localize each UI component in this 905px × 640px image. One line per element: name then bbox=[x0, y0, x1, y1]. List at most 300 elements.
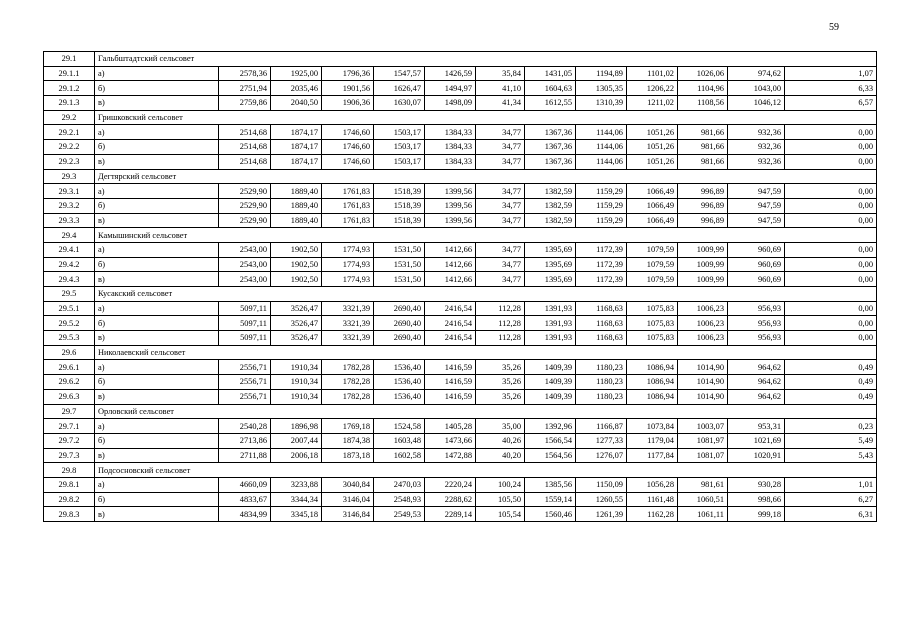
value-cell: 0,00 bbox=[785, 331, 877, 346]
value-cell: 3345,18 bbox=[271, 507, 322, 522]
value-cell: 1626,47 bbox=[374, 81, 425, 96]
row-code: 29.8.3 bbox=[44, 507, 95, 522]
value-cell: 2220,24 bbox=[425, 477, 476, 492]
row-code: 29.8.2 bbox=[44, 492, 95, 507]
value-cell: 100,24 bbox=[476, 477, 525, 492]
value-cell: 2543,00 bbox=[219, 242, 271, 257]
value-cell: 6,31 bbox=[785, 507, 877, 522]
value-cell: 1367,36 bbox=[525, 140, 576, 155]
value-cell: 1108,56 bbox=[678, 96, 728, 111]
value-cell: 0,00 bbox=[785, 257, 877, 272]
value-cell: 1276,07 bbox=[576, 448, 627, 463]
value-cell: 1172,39 bbox=[576, 272, 627, 287]
value-cell: 2007,44 bbox=[271, 433, 322, 448]
value-cell: 1399,56 bbox=[425, 213, 476, 228]
value-cell: 1159,29 bbox=[576, 184, 627, 199]
value-cell: 1168,63 bbox=[576, 316, 627, 331]
value-cell: 1564,56 bbox=[525, 448, 576, 463]
section-code: 29.5 bbox=[44, 287, 95, 302]
value-cell: 947,59 bbox=[728, 213, 785, 228]
value-cell: 1560,46 bbox=[525, 507, 576, 522]
value-cell: 1547,57 bbox=[374, 66, 425, 81]
row-code: 29.2.3 bbox=[44, 154, 95, 169]
row-code: 29.3.3 bbox=[44, 213, 95, 228]
value-cell: 105,54 bbox=[476, 507, 525, 522]
row-option: а) bbox=[95, 125, 219, 140]
value-cell: 41,10 bbox=[476, 81, 525, 96]
value-cell: 964,62 bbox=[728, 360, 785, 375]
value-cell: 2690,40 bbox=[374, 316, 425, 331]
value-cell: 2416,54 bbox=[425, 331, 476, 346]
value-cell: 1774,93 bbox=[322, 272, 374, 287]
value-cell: 1061,11 bbox=[678, 507, 728, 522]
value-cell: 2035,46 bbox=[271, 81, 322, 96]
value-cell: 3321,39 bbox=[322, 331, 374, 346]
row-code: 29.6.1 bbox=[44, 360, 95, 375]
table-row bbox=[44, 81, 877, 96]
value-cell: 6,57 bbox=[785, 96, 877, 111]
value-cell: 1026,06 bbox=[678, 66, 728, 81]
row-code: 29.3.2 bbox=[44, 198, 95, 213]
value-cell: 1889,40 bbox=[271, 213, 322, 228]
value-cell: 1,07 bbox=[785, 66, 877, 81]
value-cell: 953,31 bbox=[728, 419, 785, 434]
value-cell: 1079,59 bbox=[627, 242, 678, 257]
value-cell: 981,66 bbox=[678, 125, 728, 140]
table-row bbox=[44, 213, 877, 228]
value-cell: 956,93 bbox=[728, 331, 785, 346]
section-name: Гришковский сельсовет bbox=[95, 110, 877, 125]
value-cell: 1910,34 bbox=[271, 375, 322, 390]
value-cell: 3344,34 bbox=[271, 492, 322, 507]
value-cell: 1536,40 bbox=[374, 375, 425, 390]
value-cell: 1416,59 bbox=[425, 375, 476, 390]
value-cell: 1503,17 bbox=[374, 125, 425, 140]
value-cell: 1161,48 bbox=[627, 492, 678, 507]
value-cell: 4660,09 bbox=[219, 477, 271, 492]
row-option: а) bbox=[95, 184, 219, 199]
value-cell: 0,00 bbox=[785, 242, 877, 257]
value-cell: 2549,53 bbox=[374, 507, 425, 522]
value-cell: 1873,18 bbox=[322, 448, 374, 463]
row-option: б) bbox=[95, 433, 219, 448]
row-code: 29.6.3 bbox=[44, 389, 95, 404]
value-cell: 960,69 bbox=[728, 242, 785, 257]
value-cell: 2556,71 bbox=[219, 360, 271, 375]
value-cell: 2690,40 bbox=[374, 301, 425, 316]
value-cell: 1159,29 bbox=[576, 198, 627, 213]
value-cell: 1384,33 bbox=[425, 154, 476, 169]
value-cell: 999,18 bbox=[728, 507, 785, 522]
table-row bbox=[44, 507, 877, 522]
value-cell: 1051,26 bbox=[627, 154, 678, 169]
value-cell: 34,77 bbox=[476, 257, 525, 272]
value-cell: 1020,91 bbox=[728, 448, 785, 463]
value-cell: 1518,39 bbox=[374, 184, 425, 199]
value-cell: 2514,68 bbox=[219, 125, 271, 140]
value-cell: 1559,14 bbox=[525, 492, 576, 507]
row-option: б) bbox=[95, 375, 219, 390]
value-cell: 1902,50 bbox=[271, 272, 322, 287]
value-cell: 2514,68 bbox=[219, 154, 271, 169]
row-option: б) bbox=[95, 198, 219, 213]
page-number: 59 bbox=[829, 22, 839, 33]
value-cell: 1602,58 bbox=[374, 448, 425, 463]
value-cell: 932,36 bbox=[728, 125, 785, 140]
value-cell: 947,59 bbox=[728, 198, 785, 213]
value-cell: 1051,26 bbox=[627, 125, 678, 140]
value-cell: 6,27 bbox=[785, 492, 877, 507]
value-cell: 1409,39 bbox=[525, 375, 576, 390]
value-cell: 1066,49 bbox=[627, 184, 678, 199]
value-cell: 996,89 bbox=[678, 184, 728, 199]
value-cell: 35,84 bbox=[476, 66, 525, 81]
value-cell: 1416,59 bbox=[425, 389, 476, 404]
value-cell: 996,89 bbox=[678, 213, 728, 228]
value-cell: 1761,83 bbox=[322, 198, 374, 213]
value-cell: 1003,07 bbox=[678, 419, 728, 434]
value-cell: 1518,39 bbox=[374, 213, 425, 228]
value-cell: 1889,40 bbox=[271, 198, 322, 213]
value-cell: 112,28 bbox=[476, 331, 525, 346]
value-cell: 0,00 bbox=[785, 184, 877, 199]
value-cell: 1060,51 bbox=[678, 492, 728, 507]
value-cell: 2040,50 bbox=[271, 96, 322, 111]
value-cell: 1075,83 bbox=[627, 331, 678, 346]
value-cell: 1503,17 bbox=[374, 140, 425, 155]
value-cell: 1104,96 bbox=[678, 81, 728, 96]
value-cell: 1416,59 bbox=[425, 360, 476, 375]
value-cell: 1014,90 bbox=[678, 360, 728, 375]
value-cell: 5097,11 bbox=[219, 301, 271, 316]
row-code: 29.7.2 bbox=[44, 433, 95, 448]
table-row bbox=[44, 198, 877, 213]
section-header-row bbox=[44, 287, 877, 302]
section-name: Камышинский сельсовет bbox=[95, 228, 877, 243]
row-option: б) bbox=[95, 140, 219, 155]
section-name: Орловский сельсовет bbox=[95, 404, 877, 419]
value-cell: 2578,36 bbox=[219, 66, 271, 81]
value-cell: 1536,40 bbox=[374, 360, 425, 375]
value-cell: 1079,59 bbox=[627, 272, 678, 287]
value-cell: 1531,50 bbox=[374, 257, 425, 272]
value-cell: 998,66 bbox=[728, 492, 785, 507]
value-cell: 0,00 bbox=[785, 125, 877, 140]
value-cell: 1261,39 bbox=[576, 507, 627, 522]
value-cell: 1761,83 bbox=[322, 213, 374, 228]
value-cell: 2751,94 bbox=[219, 81, 271, 96]
value-cell: 1166,87 bbox=[576, 419, 627, 434]
row-option: в) bbox=[95, 213, 219, 228]
value-cell: 1194,89 bbox=[576, 66, 627, 81]
value-cell: 5097,11 bbox=[219, 331, 271, 346]
value-cell: 0,00 bbox=[785, 154, 877, 169]
value-cell: 5,49 bbox=[785, 433, 877, 448]
value-cell: 964,62 bbox=[728, 375, 785, 390]
value-cell: 1630,07 bbox=[374, 96, 425, 111]
row-option: а) bbox=[95, 242, 219, 257]
section-header-row bbox=[44, 110, 877, 125]
value-cell: 1391,93 bbox=[525, 316, 576, 331]
value-cell: 0,23 bbox=[785, 419, 877, 434]
value-cell: 1014,90 bbox=[678, 375, 728, 390]
value-cell: 1494,97 bbox=[425, 81, 476, 96]
value-cell: 1399,56 bbox=[425, 198, 476, 213]
value-cell: 34,77 bbox=[476, 184, 525, 199]
value-cell: 0,00 bbox=[785, 301, 877, 316]
row-option: в) bbox=[95, 154, 219, 169]
section-header-row bbox=[44, 228, 877, 243]
value-cell: 1874,17 bbox=[271, 125, 322, 140]
value-cell: 1081,07 bbox=[678, 448, 728, 463]
section-code: 29.6 bbox=[44, 345, 95, 360]
row-option: а) bbox=[95, 301, 219, 316]
value-cell: 964,62 bbox=[728, 389, 785, 404]
value-cell: 3146,04 bbox=[322, 492, 374, 507]
row-option: в) bbox=[95, 272, 219, 287]
value-cell: 1367,36 bbox=[525, 125, 576, 140]
value-cell: 1746,60 bbox=[322, 140, 374, 155]
value-cell: 1746,60 bbox=[322, 125, 374, 140]
value-cell: 2514,68 bbox=[219, 140, 271, 155]
value-cell: 1172,39 bbox=[576, 242, 627, 257]
value-cell: 35,26 bbox=[476, 389, 525, 404]
value-cell: 2556,71 bbox=[219, 375, 271, 390]
value-cell: 1144,06 bbox=[576, 125, 627, 140]
value-cell: 1906,36 bbox=[322, 96, 374, 111]
value-cell: 960,69 bbox=[728, 257, 785, 272]
value-cell: 3321,39 bbox=[322, 316, 374, 331]
row-code: 29.4.1 bbox=[44, 242, 95, 257]
value-cell: 1021,69 bbox=[728, 433, 785, 448]
value-cell: 1079,59 bbox=[627, 257, 678, 272]
value-cell: 1006,23 bbox=[678, 301, 728, 316]
value-cell: 1473,66 bbox=[425, 433, 476, 448]
value-cell: 0,00 bbox=[785, 198, 877, 213]
row-code: 29.5.2 bbox=[44, 316, 95, 331]
value-cell: 2416,54 bbox=[425, 301, 476, 316]
table-row bbox=[44, 257, 877, 272]
value-cell: 981,66 bbox=[678, 140, 728, 155]
value-cell: 34,77 bbox=[476, 154, 525, 169]
value-cell: 2711,88 bbox=[219, 448, 271, 463]
value-cell: 1399,56 bbox=[425, 184, 476, 199]
table-row bbox=[44, 389, 877, 404]
value-cell: 1277,33 bbox=[576, 433, 627, 448]
value-cell: 1536,40 bbox=[374, 389, 425, 404]
value-cell: 1910,34 bbox=[271, 360, 322, 375]
value-cell: 1168,63 bbox=[576, 331, 627, 346]
value-cell: 1566,54 bbox=[525, 433, 576, 448]
value-cell: 1260,55 bbox=[576, 492, 627, 507]
value-cell: 1382,59 bbox=[525, 198, 576, 213]
value-cell: 2543,00 bbox=[219, 257, 271, 272]
value-cell: 1179,04 bbox=[627, 433, 678, 448]
value-cell: 34,77 bbox=[476, 198, 525, 213]
value-cell: 3526,47 bbox=[271, 301, 322, 316]
value-cell: 1086,94 bbox=[627, 360, 678, 375]
value-cell: 2540,28 bbox=[219, 419, 271, 434]
value-cell: 1086,94 bbox=[627, 389, 678, 404]
table-row bbox=[44, 433, 877, 448]
row-option: а) bbox=[95, 360, 219, 375]
value-cell: 1180,23 bbox=[576, 389, 627, 404]
value-cell: 34,77 bbox=[476, 272, 525, 287]
value-cell: 981,66 bbox=[678, 154, 728, 169]
value-cell: 1603,48 bbox=[374, 433, 425, 448]
value-cell: 1009,99 bbox=[678, 257, 728, 272]
value-cell: 1051,26 bbox=[627, 140, 678, 155]
value-cell: 930,28 bbox=[728, 477, 785, 492]
value-cell: 1412,66 bbox=[425, 242, 476, 257]
value-cell: 2416,54 bbox=[425, 316, 476, 331]
value-cell: 1206,22 bbox=[627, 81, 678, 96]
value-cell: 1144,06 bbox=[576, 140, 627, 155]
table-row bbox=[44, 360, 877, 375]
table-row bbox=[44, 492, 877, 507]
row-option: б) bbox=[95, 316, 219, 331]
value-cell: 1409,39 bbox=[525, 389, 576, 404]
value-cell: 2543,00 bbox=[219, 272, 271, 287]
value-cell: 3146,84 bbox=[322, 507, 374, 522]
value-cell: 1910,34 bbox=[271, 389, 322, 404]
value-cell: 1902,50 bbox=[271, 257, 322, 272]
section-header-row bbox=[44, 345, 877, 360]
value-cell: 1782,28 bbox=[322, 389, 374, 404]
row-code: 29.7.1 bbox=[44, 419, 95, 434]
value-cell: 3526,47 bbox=[271, 316, 322, 331]
value-cell: 0,49 bbox=[785, 375, 877, 390]
row-option: в) bbox=[95, 389, 219, 404]
section-name: Подсосновский сельсовет bbox=[95, 463, 877, 478]
value-cell: 1075,83 bbox=[627, 316, 678, 331]
value-cell: 5,43 bbox=[785, 448, 877, 463]
row-option: а) bbox=[95, 477, 219, 492]
value-cell: 1382,59 bbox=[525, 213, 576, 228]
value-cell: 1144,06 bbox=[576, 154, 627, 169]
section-name: Дегтярский сельсовет bbox=[95, 169, 877, 184]
row-code: 29.1.3 bbox=[44, 96, 95, 111]
value-cell: 6,33 bbox=[785, 81, 877, 96]
value-cell: 1405,28 bbox=[425, 419, 476, 434]
table-row bbox=[44, 477, 877, 492]
section-code: 29.1 bbox=[44, 52, 95, 67]
value-cell: 1046,12 bbox=[728, 96, 785, 111]
row-code: 29.5.1 bbox=[44, 301, 95, 316]
section-name: Николаевский сельсовет bbox=[95, 345, 877, 360]
value-cell: 1761,83 bbox=[322, 184, 374, 199]
value-cell: 981,61 bbox=[678, 477, 728, 492]
row-option: б) bbox=[95, 492, 219, 507]
value-cell: 2289,14 bbox=[425, 507, 476, 522]
value-cell: 1874,17 bbox=[271, 154, 322, 169]
value-cell: 1409,39 bbox=[525, 360, 576, 375]
value-cell: 40,26 bbox=[476, 433, 525, 448]
row-code: 29.4.2 bbox=[44, 257, 95, 272]
value-cell: 2548,93 bbox=[374, 492, 425, 507]
section-name: Кусакский сельсовет bbox=[95, 287, 877, 302]
row-code: 29.3.1 bbox=[44, 184, 95, 199]
value-cell: 1382,59 bbox=[525, 184, 576, 199]
row-code: 29.8.1 bbox=[44, 477, 95, 492]
value-cell: 932,36 bbox=[728, 154, 785, 169]
value-cell: 34,77 bbox=[476, 125, 525, 140]
value-cell: 960,69 bbox=[728, 272, 785, 287]
value-cell: 1009,99 bbox=[678, 242, 728, 257]
value-cell: 1073,84 bbox=[627, 419, 678, 434]
value-cell: 1769,18 bbox=[322, 419, 374, 434]
value-cell: 1180,23 bbox=[576, 360, 627, 375]
value-cell: 1902,50 bbox=[271, 242, 322, 257]
table-row bbox=[44, 96, 877, 111]
table-body bbox=[44, 52, 877, 522]
table-row bbox=[44, 448, 877, 463]
value-cell: 1006,23 bbox=[678, 331, 728, 346]
row-code: 29.1.1 bbox=[44, 66, 95, 81]
table-row bbox=[44, 331, 877, 346]
value-cell: 1180,23 bbox=[576, 375, 627, 390]
table-row bbox=[44, 154, 877, 169]
table-row bbox=[44, 272, 877, 287]
value-cell: 3040,84 bbox=[322, 477, 374, 492]
value-cell: 1412,66 bbox=[425, 257, 476, 272]
value-cell: 1009,99 bbox=[678, 272, 728, 287]
value-cell: 2529,90 bbox=[219, 198, 271, 213]
value-cell: 1395,69 bbox=[525, 257, 576, 272]
value-cell: 34,77 bbox=[476, 213, 525, 228]
value-cell: 0,00 bbox=[785, 140, 877, 155]
table-row bbox=[44, 316, 877, 331]
section-code: 29.8 bbox=[44, 463, 95, 478]
value-cell: 35,00 bbox=[476, 419, 525, 434]
table-row bbox=[44, 125, 877, 140]
value-cell: 1384,33 bbox=[425, 125, 476, 140]
value-cell: 2759,86 bbox=[219, 96, 271, 111]
value-cell: 1901,56 bbox=[322, 81, 374, 96]
value-cell: 3233,88 bbox=[271, 477, 322, 492]
value-cell: 1395,69 bbox=[525, 242, 576, 257]
value-cell: 1395,69 bbox=[525, 272, 576, 287]
value-cell: 1043,00 bbox=[728, 81, 785, 96]
value-cell: 3526,47 bbox=[271, 331, 322, 346]
value-cell: 1159,29 bbox=[576, 213, 627, 228]
table-row bbox=[44, 301, 877, 316]
row-option: а) bbox=[95, 66, 219, 81]
value-cell: 1874,17 bbox=[271, 140, 322, 155]
value-cell: 947,59 bbox=[728, 184, 785, 199]
value-cell: 1472,88 bbox=[425, 448, 476, 463]
row-option: в) bbox=[95, 96, 219, 111]
value-cell: 1385,56 bbox=[525, 477, 576, 492]
table-row bbox=[44, 184, 877, 199]
value-cell: 1391,93 bbox=[525, 301, 576, 316]
value-cell: 4834,99 bbox=[219, 507, 271, 522]
section-code: 29.7 bbox=[44, 404, 95, 419]
table-row bbox=[44, 375, 877, 390]
tariff-table bbox=[43, 51, 877, 522]
row-option: б) bbox=[95, 257, 219, 272]
value-cell: 1075,83 bbox=[627, 301, 678, 316]
value-cell: 1503,17 bbox=[374, 154, 425, 169]
value-cell: 2470,03 bbox=[374, 477, 425, 492]
value-cell: 1774,93 bbox=[322, 257, 374, 272]
value-cell: 1211,02 bbox=[627, 96, 678, 111]
value-cell: 34,77 bbox=[476, 242, 525, 257]
value-cell: 1305,35 bbox=[576, 81, 627, 96]
row-code: 29.1.2 bbox=[44, 81, 95, 96]
value-cell: 1150,09 bbox=[576, 477, 627, 492]
value-cell: 1874,38 bbox=[322, 433, 374, 448]
